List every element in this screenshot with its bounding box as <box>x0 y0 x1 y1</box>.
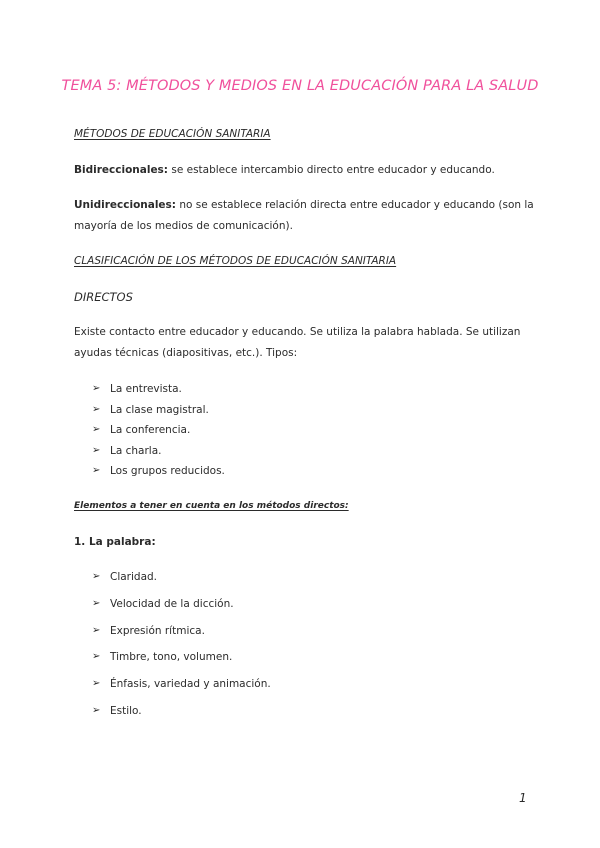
palabra-list <box>92 564 271 725</box>
arrow-bullet-icon: ➢ <box>92 651 101 663</box>
list-item: ➢ Velocidad de la dicción. <box>92 591 271 618</box>
arrow-bullet-icon: ➢ <box>92 571 101 582</box>
section-heading-clasificacion: CLASIFICACIÓN DE LOS MÉTODOS DE EDUCACIÓN SANITARIA <box>74 255 397 267</box>
arrow-bullet-icon: ➢ <box>92 465 101 476</box>
palabra-heading: 1. La palabra: <box>74 536 156 548</box>
list-item: ➢ Claridad. <box>92 564 271 591</box>
bidireccionales-label: Bidireccionales: <box>74 164 169 176</box>
list-item: ➢ Los grupos reducidos. <box>92 461 225 482</box>
bidireccionales-text: se establece intercambio directo entre educador y educando. <box>168 164 495 176</box>
list-item: ➢ Énfasis, variedad y animación. <box>92 671 271 698</box>
list-item: ➢ La conferencia. <box>92 420 225 441</box>
document-title: TEMA 5: MÉTODOS Y MEDIOS EN LA EDUCACIÓN PARA LA SALUD <box>61 78 539 94</box>
list-item: ➢ La clase magistral. <box>92 400 225 421</box>
arrow-bullet-icon: ➢ <box>92 444 101 456</box>
page-number: 1 <box>519 791 527 805</box>
arrow-bullet-icon: ➢ <box>92 424 101 435</box>
list-item: ➢ Estilo. <box>92 698 271 725</box>
unidireccionales-text: no se establece relación directa entre educador y educando (son la mayoría de los medios de comunicación). <box>74 199 534 232</box>
list-item: ➢ Expresión rítmica. <box>92 618 271 645</box>
paragraph-bidireccionales <box>74 160 534 181</box>
paragraph-directos: Existe contacto entre educador y educando. Se utiliza la palabra hablada. Se utilizan ayudas técnicas (diapositivas, etc.). Tipos: <box>74 326 521 359</box>
tipos-list <box>92 379 225 482</box>
paragraph-unidireccionales <box>74 195 534 237</box>
section-heading-metodos: MÉTODOS DE EDUCACIÓN SANITARIA <box>74 128 271 140</box>
arrow-bullet-icon: ➢ <box>92 624 101 636</box>
list-item: ➢ Timbre, tono, volumen. <box>92 644 271 671</box>
arrow-bullet-icon: ➢ <box>92 383 101 394</box>
arrow-bullet-icon: ➢ <box>92 704 101 716</box>
arrow-bullet-icon: ➢ <box>92 403 101 415</box>
subsection-heading-directos: DIRECTOS <box>74 290 133 304</box>
list-item: ➢ La entrevista. <box>92 379 225 400</box>
arrow-bullet-icon: ➢ <box>92 678 101 690</box>
arrow-bullet-icon: ➢ <box>92 597 101 609</box>
elements-heading: Elementos a tener en cuenta en los métodos directos: <box>74 501 349 511</box>
unidireccionales-label: Unidireccionales: <box>74 199 177 211</box>
list-item: ➢ La charla. <box>92 441 225 462</box>
